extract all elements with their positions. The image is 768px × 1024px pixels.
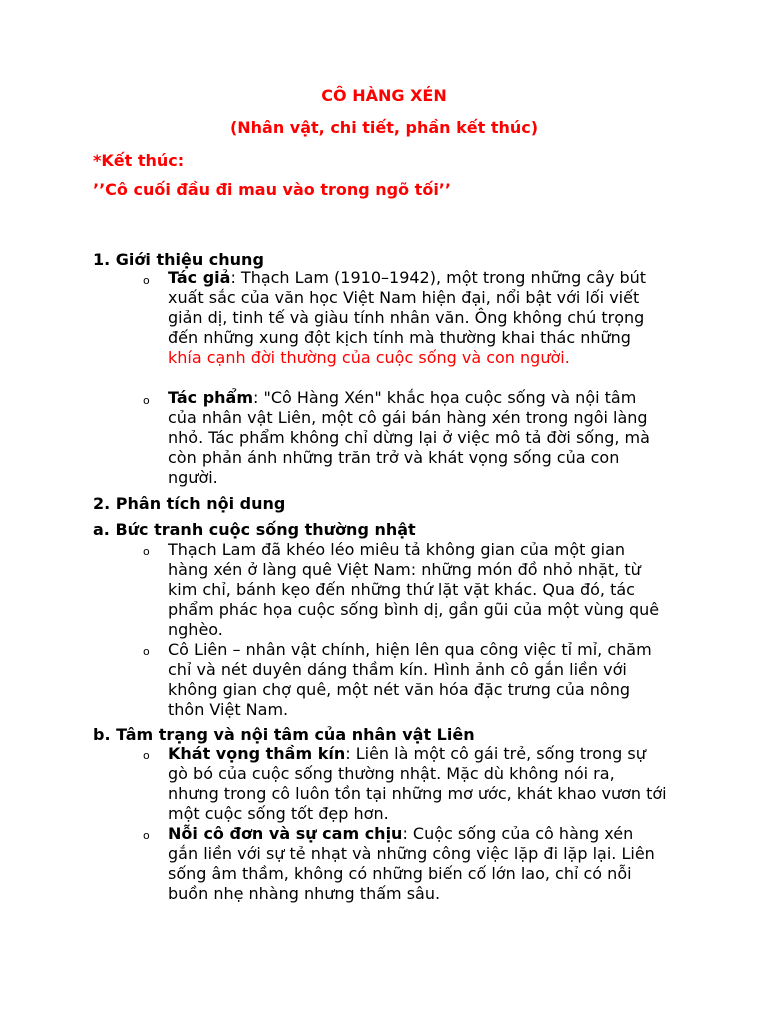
section-2-heading: 2. Phân tích nội dung [93,494,286,513]
document-subtitle: (Nhân vật, chi tiết, phần kết thúc) [229,118,539,137]
work-label: Tác phẩm [168,388,254,407]
author-label: Tác giả [168,268,231,287]
part-b-heading: b. Tâm trạng và nội tâm của nhân vật Liên [93,725,475,744]
author-highlight: khía cạnh đời thường của cuộc sống và con người. [168,348,570,367]
part-b-item [168,824,668,904]
bullet-icon: o [143,545,150,558]
part-b-item-text: : Cuộc sống của cô hàng xén gắn liền với sự tẻ nhạt và những công việc lặp đi lặp lại. Liên sống âm thầm, không có những biến cố lớn lao, chỉ có nỗi buồn nhẹ nhàng nhưng thấm sâu. [168,824,655,903]
author-text: : Thạch Lam (1910–1942), một trong những cây bút xuất sắc của văn học Việt Nam hiện đại, nổi bật với lối viết giản dị, tinh tế và giàu tính nhân văn. Ông không chú trọng đến những xung đột kịch tính mà thường khai thác những [168,268,647,347]
section-1-heading: 1. Giới thiệu chung [93,250,264,269]
work-text: : "Cô Hàng Xén" khắc họa cuộc sống và nội tâm của nhân vật Liên, một cô gái bán hàng xén trong ngôi làng nhỏ. Tác phẩm không chỉ dừng lại ở việc mô tả đời sống, mà còn phản ánh những trăn trở và khát vọng sống của con người. [168,388,650,487]
part-a-item: Cô Liên – nhân vật chính, hiện lên qua công việc tỉ mỉ, chăm chỉ và nét duyên dáng thầm kín. Hình ảnh cô gắn liền với không gian chợ quê, một nét văn hóa đặc trưng của nông thôn Việt Nam. [168,640,652,719]
ending-label: *Kết thúc: [93,151,185,170]
bullet-icon: o [143,829,150,842]
part-b-item-label: Nỗi cô đơn và sự cam chịu [168,824,403,843]
part-b-item-label: Khát vọng thầm kín [168,744,346,763]
bullet-icon: o [143,274,150,287]
part-a-heading: a. Bức tranh cuộc sống thường nhật [93,520,416,539]
part-a-item: Thạch Lam đã khéo léo miêu tả không gian của một gian hàng xén ở làng quê Việt Nam: những món đồ nhỏ nhặt, từ kim chỉ, bánh kẹo đến những thứ lặt vặt khác. Qua đó, tác phẩm phác họa cuộc sống bình dị, gần gũi của một vùng quê nghèo. [168,540,660,639]
part-b-item-text: : Liên là một cô gái trẻ, sống trong sự gò bó của cuộc sống thường nhật. Mặc dù không nói ra, nhưng trong cô luôn tồn tại những mơ ước, khát khao vươn tới một cuộc sống tốt đẹp hơn. [168,744,667,823]
author-paragraph [168,268,668,368]
bullet-icon: o [143,645,150,658]
ending-quote: ’’Cô cuối đầu đi mau vào trong ngõ tối’’ [93,180,451,199]
bullet-icon: o [143,394,150,407]
document-title: CÔ HÀNG XÉN [321,86,447,105]
work-paragraph [168,388,668,488]
bullet-icon: o [143,749,150,762]
part-b-item [168,744,668,824]
